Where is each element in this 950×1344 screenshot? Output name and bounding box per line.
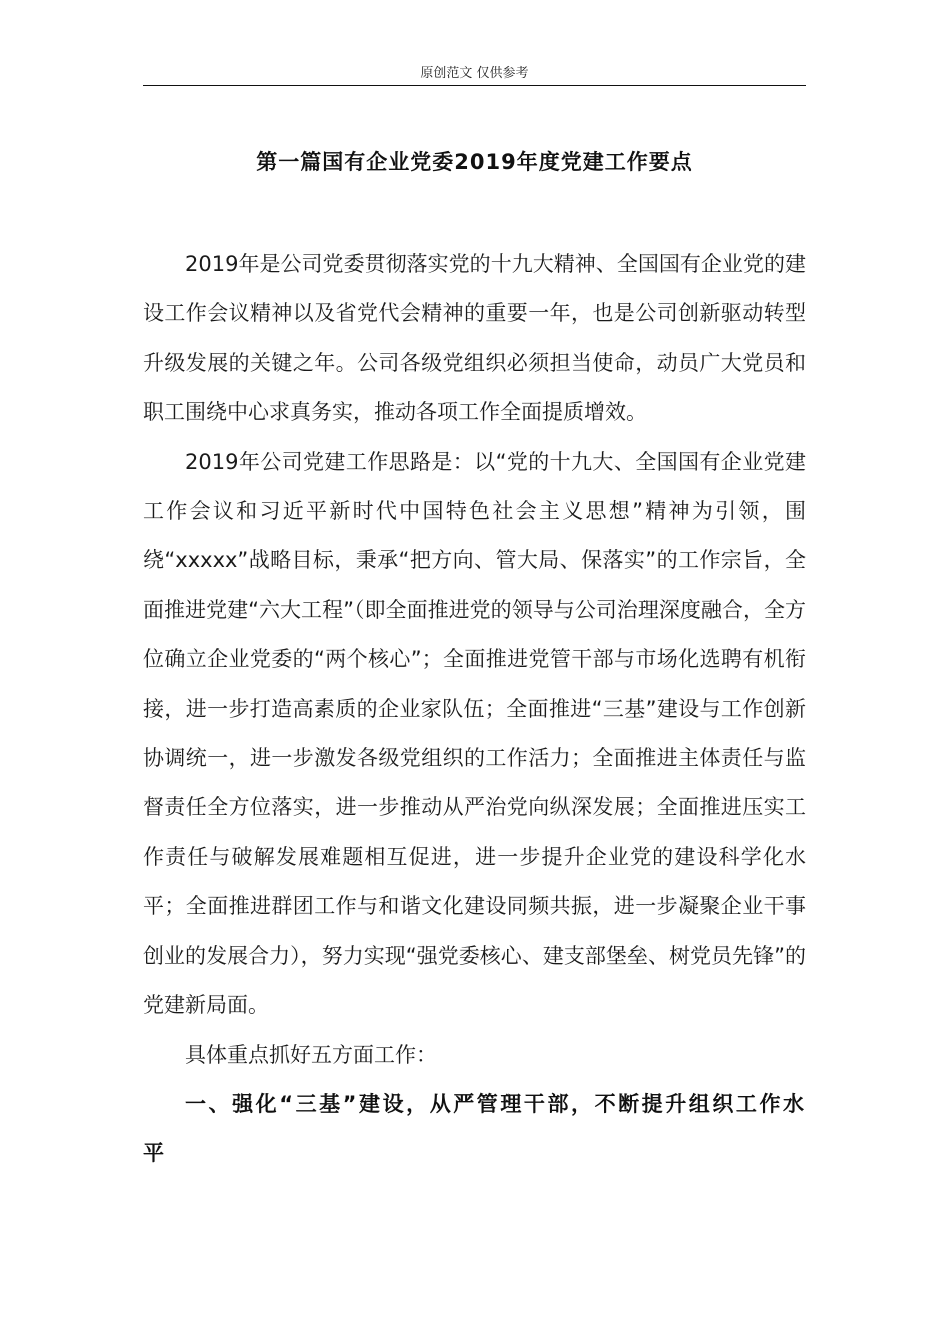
header-text: 原创范文 仅供参考 — [420, 66, 529, 81]
header-divider — [143, 85, 806, 86]
document-body — [143, 240, 806, 1179]
section-heading-1: 一、强化“三基”建设，从严管理干部，不断提升组织工作水平 — [143, 1091, 806, 1166]
paragraph-approach: 2019年公司党建工作思路是：以“党的十九大、全国国有企业党建工作会议和习近平新时代中国特色社会主义思想”精神为引领，围绕“xxxxx”战略目标，秉承“把方向、管大局、保落实”的工作宗旨，全面推进党建“六大工程”（即全面推进党的领导与公司治理深度融合，全方位确立企业党委的“两个核心”；全面推进党管干部与市场化选聘有机衔接，进一步打造高素质的企业家队伍；全面推进“三基”建设与工作创新协调统一，进一步激发各级党组织的工作活力；全面推进主体责任与监督责任全方位落实，进一步推动从严治党向纵深发展；全面推进压实工作责任与破解发展难题相互促进，进一步提升企业党的建设科学化水平；全面推进群团工作与和谐文化建设同频共振，进一步凝聚企业干事创业的发展合力），努力实现“强党委核心、建支部堡垒、树党员先锋”的党建新局面。 — [143, 449, 806, 1018]
document-title: 第一篇国有企业党委2019年度党建工作要点 — [256, 150, 693, 174]
paragraph-focus: 具体重点抓好五方面工作： — [185, 1042, 437, 1067]
paragraph-intro: 2019年是公司党委贯彻落实党的十九大精神、全国国有企业党的建设工作会议精神以及省党代会精神的重要一年，也是公司创新驱动转型升级发展的关键之年。公司各级党组织必须担当使命，动员广大党员和职工围绕中心求真务实，推动各项工作全面提质增效。 — [143, 252, 806, 425]
